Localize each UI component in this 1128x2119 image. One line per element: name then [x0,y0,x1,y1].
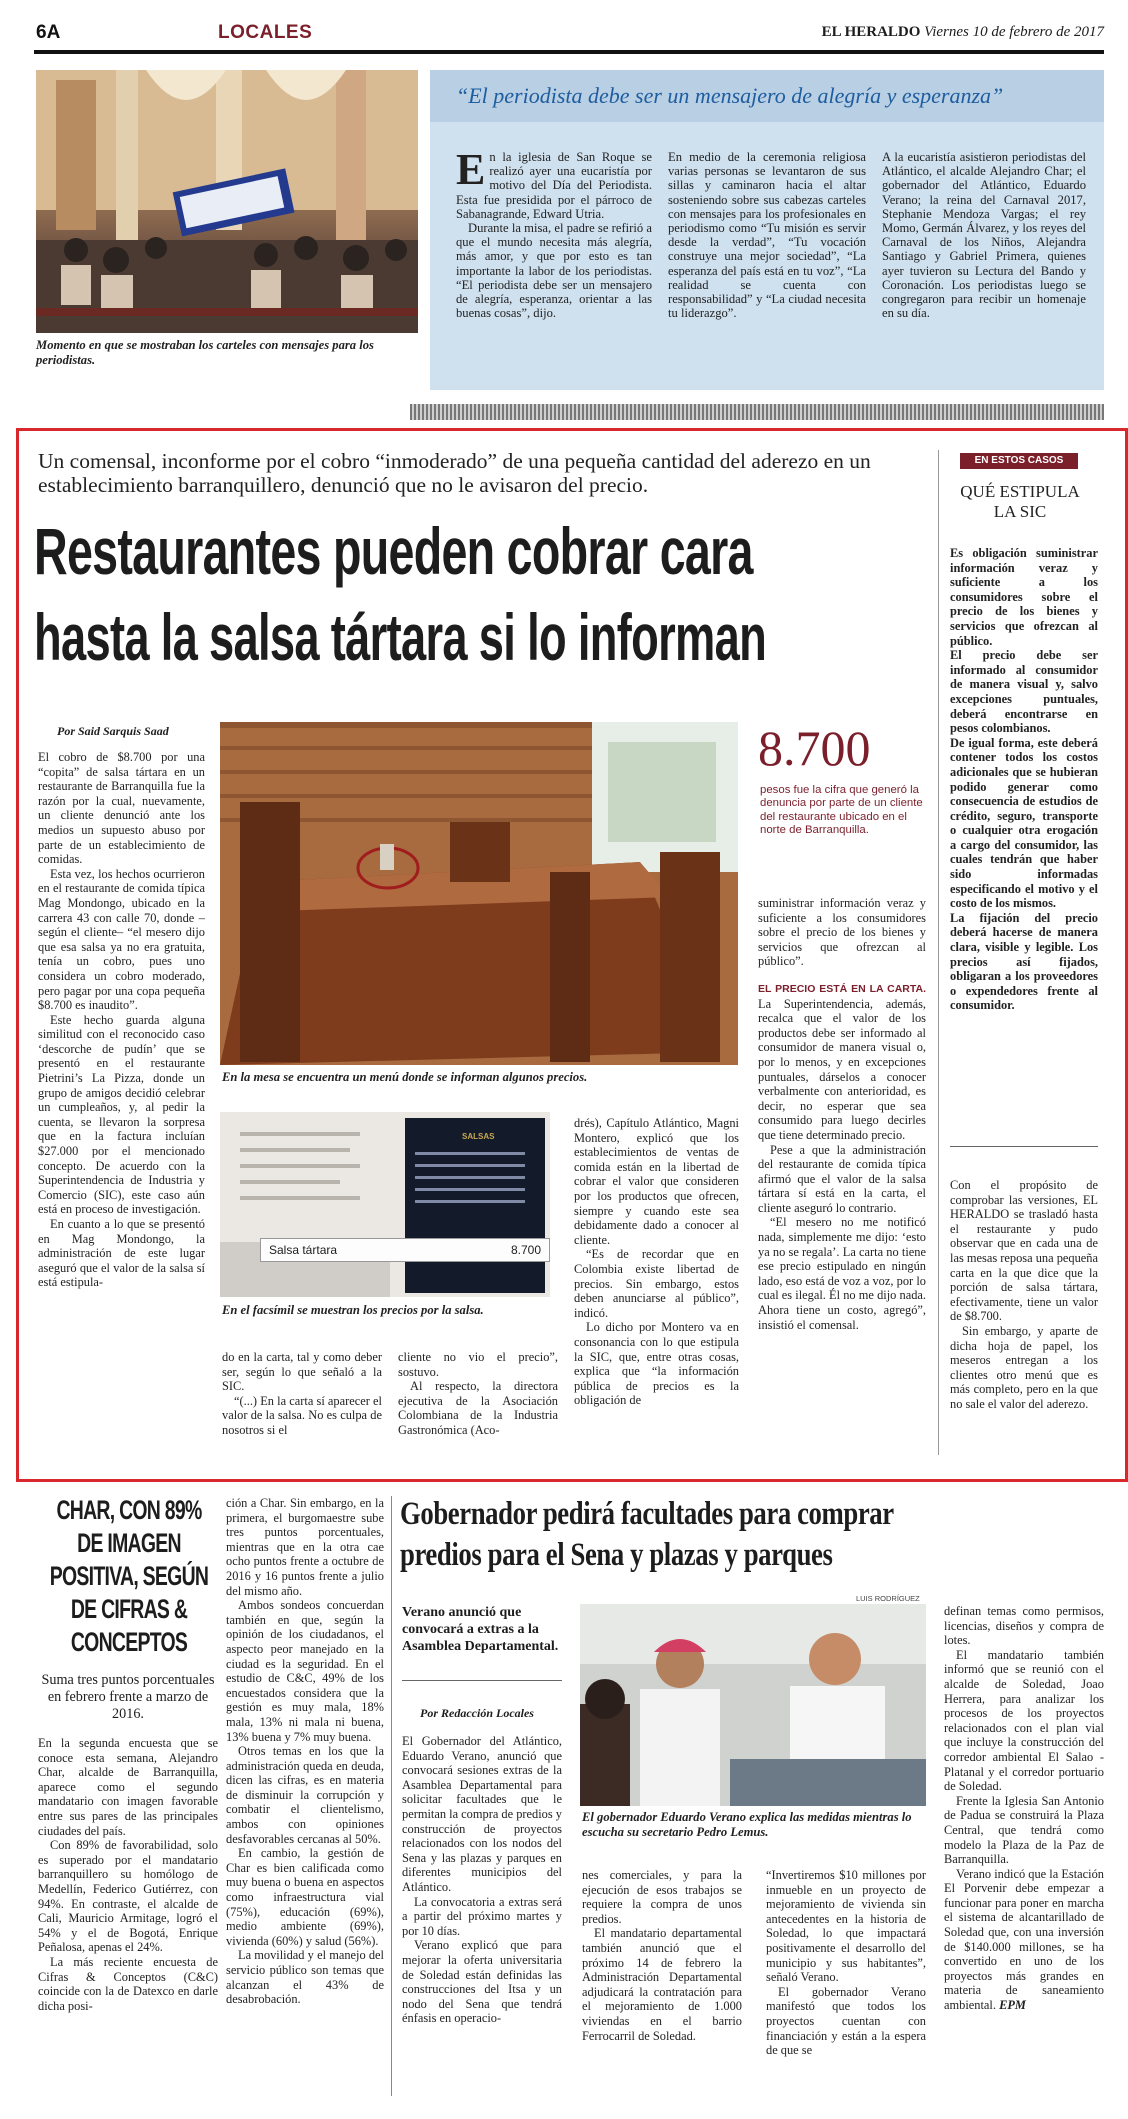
paragraph: n la iglesia de San Roque se realizó ayer una eucaristía por motivo del Día del Periodista. Esta fue presidida por el párroco de Sabanagrande, Edward Utria. [456,150,652,221]
paragraph: La convocatoria a extras será a partir del próximo martes y por 10 días. [402,1894,562,1938]
paragraph: Ambos sondeos concuerdan también en que, según la opinión de los ciudadanos, el aspecto peor manejado en la ciudad es la seguridad. En el estudio de C&C, 49% de los encuestados considera que la gestión es muy mala, 18% mala, 13% ni mala ni buena, 13% buena y 7% muy buena. [226,1598,384,1744]
menu-highlight-row [260,1238,550,1262]
signature: EPM [999,1998,1026,2013]
paragraph: ción a Char. Sin embargo, en la primera, el burgomaestre sube tres puntos porcentuales, mientras que en la otra cae ocho puntos frente a octubre de 2016 y 16 puntos frente a julio del mismo año. [226,1496,384,1598]
paragraph: Verano indicó que la Estación El Porvenir debe empezar a funcionar para poner en marcha el sistema de alcantarillado de Soledad que, con una inversión de $140.000 millones, se ha convertido en uno de los proyectos más grandes en materia de saneamiento ambiental. [944,1866,1104,2013]
menu-item: Salsa tártara [269,1243,338,1257]
sidebar-text [950,1178,1098,1460]
headline-line-1: Restaurantes pueden cobrar cara [34,515,753,588]
paragraph: De igual forma, este deberá contener todos los costos adicionales que se hubieran podido generar como consecuencia de estudios de crédito, seguro, transporte o cualquier otra erogación a cargo del consumidor, las cuales tendrán que haber sido informadas especificando el motivo y el costo de los mismos. [950,735,1098,911]
paragraph: cliente no vio el precio”, sostuvo. [398,1350,558,1379]
gov-col-2 [582,1868,742,2098]
headline-line: DE IMAGEN [77,1528,181,1558]
paragraph: “Invertiremos $10 millones por inmueble en un proyecto de mejoramiento de vivienda sin antecedentes en la historia de Soledad, lo que impactará positivamente el desarrollo del municipio y sus habitantes”, señaló Verano. [766,1868,926,1985]
main-col-1 [38,750,205,1445]
sidebar-bold-text [950,546,1098,1141]
gov-headline [400,1494,1104,1578]
paragraph: nes comerciales, y para la ejecución de esos trabajos se requiere la compra de unos predios. [582,1868,742,1926]
paragraph: Con el propósito de comprobar las versiones, EL HERALDO se trasladó hasta el restaurante y pudo observar que en cada una de las mesas reposa una pequeña carta en la que dice que la porción de salsa tártara, efectivamente, tiene un valor de $8.700. [950,1178,1098,1324]
headline-line: CONCEPTOS [70,1627,188,1657]
headline-box [34,515,934,685]
gov-col-3 [766,1868,926,2098]
menu-photo [220,1112,550,1297]
paragraph: Lo dicho por Montero va en consonancia con lo que estipula la SIC, que, entre otras cosas, explica que “la información pública de precios es la obligación de [574,1320,739,1408]
paragraph: Es obligación suministrar información veraz y suficiente a los consumidores sobre el precio de los bienes y servicios que ofrezcan al público. [950,546,1098,648]
main-col-4 [574,1116,739,1456]
paragraph: El precio debe ser informado al consumidor de manera visual y, salvo excepciones puntuales, deberá encontrarse en pesos colombianos. [950,648,1098,736]
char-deck: Suma tres puntos porcentuales en febrero frente a marzo de 2016. [41,1672,215,1722]
gov-byline: Por Redacción Locales [420,1706,534,1720]
drop-cap: E [456,150,486,194]
section-label: LOCALES [218,22,313,43]
photo-credit: LUIS RODRÍGUEZ [856,1594,920,1603]
sidebar-title: QUÉ ESTIPULA LA SIC [960,482,1080,521]
sidebar-rule [950,1146,1098,1147]
restaurant-photo-caption: En la mesa se encuentra un menú donde se informan algunos precios. [222,1070,588,1084]
top-story-panel [430,70,1104,390]
paragraph: El gobernador Verano manifestó que todos los proyectos cuentan con financiación y están a la espera de que se [766,1984,926,2058]
paragraph: drés), Capítulo Atlántico, Magni Montero, explicó que los establecimientos de ventas de comida están en la libertad de cobrar el valor que consideren por los productos que ofrecen, siempre y cuando este sea debidamente dado a conocer al cliente. [574,1116,739,1247]
big-number: 8.700 [758,720,871,776]
pull-quote: “El periodista debe ser un mensajero de alegría y esperanza” [456,83,1004,108]
paragraph: En medio de la ceremonia religiosa varias personas se levantaron de sus sillas y caminaron hacia el altar sosteniendo sobre sus cabezas carteles con mensajes para los profesionales en periodismo como “Tu misión es servir desde la verdad”, “Tu vocación construye una mejor sociedad”, “La esperanza del país está en tu voz”, “La realidad se cuenta con responsabilidad” y “La ciudad necesita tu liderazgo”. [668,150,866,321]
headline-line: POSITIVA, SEGÚN [49,1561,209,1591]
paragraph: do en la carta, tal y como deber ser, según lo que señaló a la SIC. [222,1350,382,1394]
paragraph: Con 89% de favorabilidad, solo es superado por el mandatario barranquillero su homólogo de Medellín, Federico Gutiérrez, con 94%. En contraste, el alcalde de Cali, Mauricio Armitage, logró el 54% y el de Bogotá, Enrique Peñalosa, apenas el 24%. [38,1838,218,1955]
deck-rule [402,1680,562,1681]
paragraph: suministrar información veraz y suficiente a los consumidores sobre el precio de los bienes y servicios que ofrezcan al público”. [758,896,926,969]
paragraph: Sin embargo, y aparte de dicha hoja de papel, los meseros entregan a los clientes otro menú que es más completo, pero en la que no sale el valor del aderezo. [950,1323,1098,1411]
gov-deck: Verano anunció que convocará a extras a la Asamblea Departamental. [402,1605,559,1654]
paragraph: Al respecto, la directora ejecutiva de la Asociación Colombiana de la Industria Gastronómica (Aco- [398,1379,558,1437]
column-divider [391,1496,392,2096]
sidebar-divider [938,450,939,1455]
paragraph: “El mesero no me notificó nada, simplemente me dijo: ‘esto ya no se regala’. La carta no tiene ese precio estipulado en ningún lado, eso está de voz a voz, por lo cual es ilegal. Él no me dijo nada. Ahora tiene un costo, agregó”, insistió el comensal. [758,1215,926,1332]
hatched-divider [410,404,1104,420]
paragraph: Esta vez, los hechos ocurrieron en el restaurante de comida típica Mag Mondongo, ubicado en la carrera 43 con calle 70, donde –según el cliente– “el mesero dijo que esa salsa ya no era gratuita, tenía un cobro, pues uno considera un cobro moderado, pero pagar por una copa pequeña $8.700 es inaudito”. [38,866,205,1013]
church-photo [36,70,418,333]
headline-line-2: predios para el Sena y plazas y parques [400,1537,833,1573]
headline-line: DE CIFRAS & [70,1594,188,1624]
paragraph: El Gobernador del Atlántico, Eduardo Verano, anunció que convocará sesiones extras de la Asamblea Departamental para solicitar facultades que le permitan la compra de predios y construcción de proyectos relacionados con los nodos del Sena y las plazas y parques en diferentes municipios del Atlántico. [402,1734,562,1894]
paragraph: “(...) En la carta sí aparecer el valor de la salsa. No es culpa de nosotros si el [222,1393,382,1437]
main-col-2 [222,1350,382,1455]
masthead [822,24,1104,41]
headline-line: CHAR, CON 89% [56,1495,202,1525]
gov-col-4 [944,1604,1104,2099]
headline-line-2: hasta la salsa tártara si lo informan [34,600,767,674]
governor-photo [580,1604,926,1806]
paragraph: definan temas como permisos, licencias, diseños y compra de lotes. [944,1604,1104,1648]
paragraph: La más reciente encuesta de Cifras & Conceptos (C&C) coincide con la de Datexco en darle dicha posi- [38,1954,218,2013]
sidebar-tag: EN ESTOS CASOS [960,453,1078,469]
top-col-3 [882,150,1086,370]
paragraph: En cuanto a lo que se presentó en Mag Mondongo, la administración de este lugar aseguró que el valor de la salsa sí está estipula- [38,1217,205,1290]
paragraph: El mandatario departamental también anunció que el próximo 14 de febrero la Administración Departamental adjudicará la contratación para el mejoramiento de 1.000 viviendas en el barrio Ferrocarril de Soledad. [582,1926,742,2043]
paragraph: Frente la Iglesia San Antonio de Padua se construirá la Plaza Central, que tendrá como modelo la Plaza de la Paz de Barranquilla. [944,1793,1104,1867]
char-headline [36,1494,222,1664]
paragraph: En la segunda encuesta que se conoce esta semana, Alejandro Char, alcalde de Barranquilla, aparece como el segundo mandatario con imagen favorable entre sus pares de las principales ciudades del país. [38,1736,218,1838]
byline: Por Said Sarquis Saad [57,724,169,738]
paragraph: Durante la misa, el padre se refirió a que el mundo necesita más alegría, más amor, y que por esto es tan importante la labor de los periodistas. “El periodista debe ser un mensajero de alegría, esperanza, orientar a las buenas cosas”, dijo. [456,221,652,321]
governor-photo-caption: El gobernador Eduardo Verano explica las medidas mientras lo escucha su secretario Pedro Lemus. [582,1810,912,1839]
paragraph: La fijación del precio deberá hacerse de manera clara, visible y legible. Los precios así fijados, obligaran a los proveedores o expendedores frente al consumidor. [950,910,1098,1013]
big-number-text: pesos fue la cifra que generó la denuncia por parte de un cliente del restaurante ubicado en el norte de Barranquilla. [760,784,923,837]
subhead: EL PRECIO ESTÁ EN LA CARTA. [758,982,926,995]
paragraph: En cambio, la gestión de Char es bien calificada como muy buena o buena en aspectos como infraestructura vial (75%), educación (69%), medio ambiente (69%), vivienda (60%) y salud (56%). [226,1846,384,1948]
top-col-1 [456,150,652,370]
paragraph: A la eucaristía asistieron periodistas del Atlántico, el alcalde Alejandro Char; el gobernador del Atlántico, Eduardo Verano; la reina del Carnaval 2017, Stephanie Mendoza Vargas; el rey Momo, Germán Álvarez, y los reyes del Carnaval de los Niños, Alejandra Santiago y Gabriel Primera, quienes ayer tuvieron su Lectura del Bando y Coronación. Los periodistas luego se congregaron para recibir un homenaje en su día. [882,150,1086,321]
paper-name: EL HERALDO [821,24,921,40]
header-rule [34,50,1104,54]
menu-title: SALSAS [462,1132,495,1141]
menu-photo-caption: En el facsímil se muestran los precios por la salsa. [222,1303,484,1317]
top-col-2 [668,150,866,370]
kicker: Un comensal, inconforme por el cobro “inmoderado” de una pequeña cantidad del aderezo en un establecimiento barranquillero, denunció que no le avisaron del precio. [38,449,871,497]
char-col-1 [38,1736,218,2096]
main-col-5 [758,896,926,1456]
menu-price: 8.700 [510,1243,541,1257]
restaurant-photo [220,722,738,1065]
page-number: 6A [36,22,61,43]
paragraph: El cobro de $8.700 por una “copita” de salsa tártara en un restaurante de Barranquilla fue la razón por la cual, nuevamente, un cliente denunció ante los medios un supuesto abuso por parte de un establecimiento de comidas. [38,750,205,867]
paragraph: La Superintendencia, además, recalca que el valor de los productos debe ser informado al consumidor de manera visual o, por lo menos, y en excepciones puntuales, dárselos a conocer verbalmente con anterioridad, es decir, no esperar que sea consumido para luego decirles que tiene determinado precio. [758,996,926,1142]
paragraph: Pese a que la administración del restaurante de comida típica afirmó que el valor de la salsa tártara sí está en la carta, el cliente aseguró lo contrario. [758,1142,926,1215]
paragraph: Este hecho guarda alguna similitud con el reconocido caso ‘descorche de pudín’ que se presentó en el restaurante Pietrini’s La Pizza, donde un grupo de amigos decidió celebrar un cumpleaños, y, al pedir la cuenta, se llevaron la sorpresa que en la factura incluían $27.000 por el mencionado concepto. De acuerdo con la Superintendencia de Industria y Comercio (SIC), este caso aún está en proceso de investigación. [38,1012,205,1217]
char-col-2 [226,1496,384,2096]
issue-date: Viernes 10 de febrero de 2017 [924,24,1104,40]
main-col-3 [398,1350,558,1455]
headline-line-1: Gobernador pedirá facultades para comprar [400,1496,894,1532]
paragraph: La movilidad y el manejo del servicio público son temas que alcanzan el 43% de desabrobación. [226,1948,384,2007]
paragraph: “Es de recordar que en Colombia existe libertad de precios. Sin embargo, estos deben anunciarse al público”, indicó. [574,1247,739,1320]
gov-col-1 [402,1734,562,2099]
paragraph: Otros temas en los que la administración queda en deuda, dicen las cifras, es en materia de disminuir la corrupción y combatir el clientelismo, ambos con opiniones desfavorables cercanas al 50%. [226,1744,384,1846]
quote-bar [430,70,1104,122]
paragraph: Verano explicó que para mejorar la oferta universitaria de Soledad están definidas las construcciones del Itsa y un nodo del Sena que tendrá énfasis en operacio- [402,1938,562,2026]
paragraph: El mandatario también informó que se reunió con el alcalde de Soledad, Joao Herrera, para analizar los procesos de los proyectos relacionados con el plan vial que incluye la construcción del corredor ambiental El Salao - Platanal y el corredor portuario de Soledad. [944,1647,1104,1794]
top-photo-caption: Momento en que se mostraban los carteles con mensajes para los periodistas. [36,338,374,367]
